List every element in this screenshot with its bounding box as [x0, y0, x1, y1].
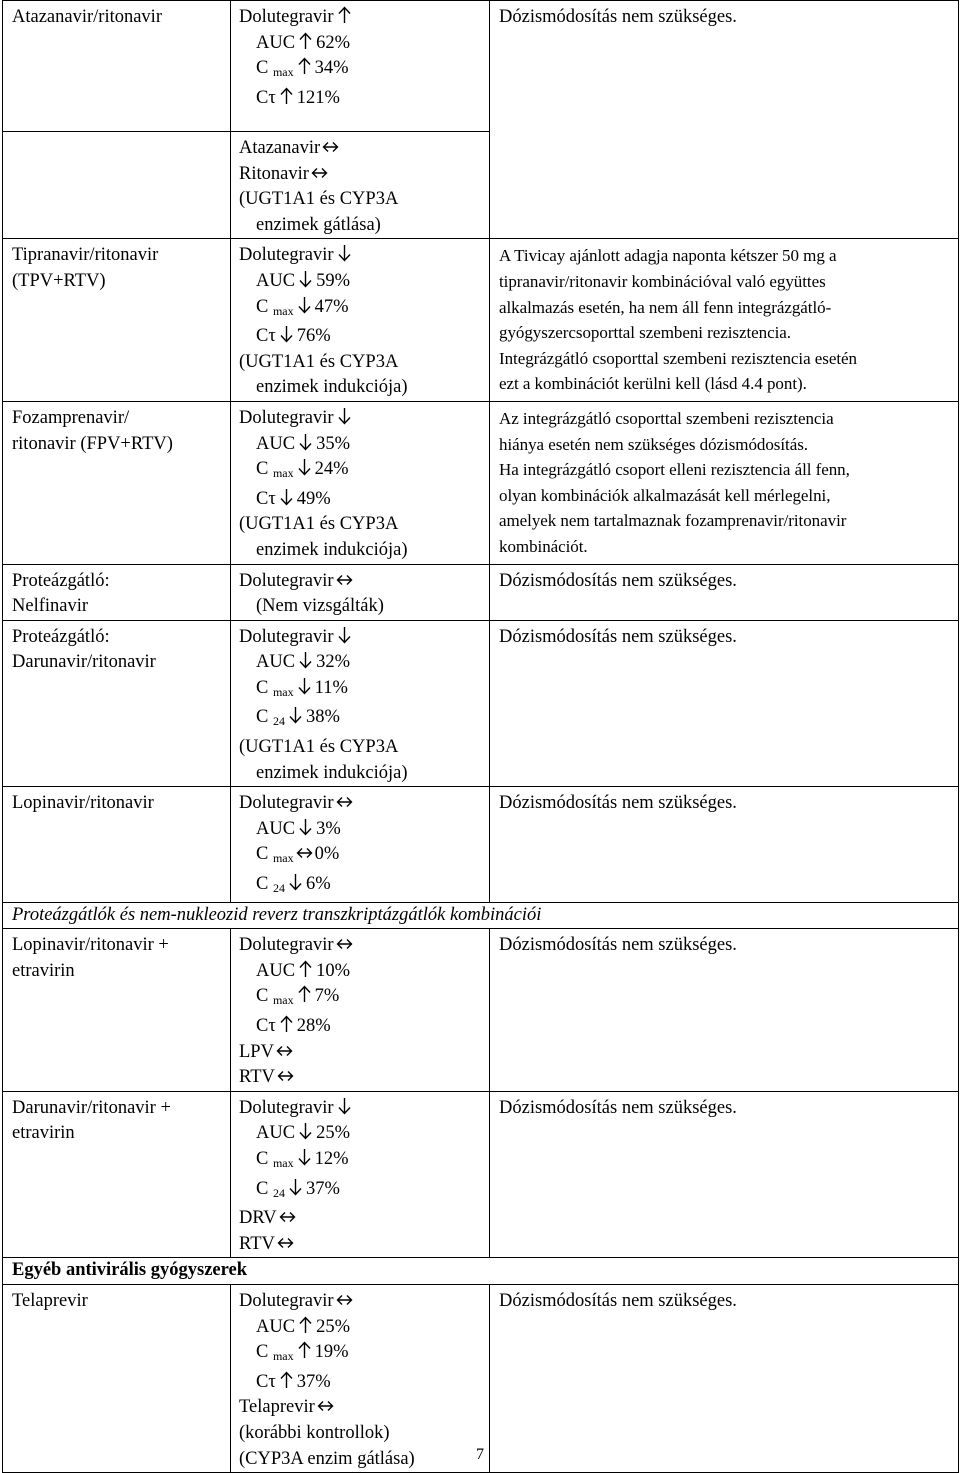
up-arrow-icon [296, 985, 313, 1003]
left-right-arrow-icon [336, 1290, 353, 1308]
down-arrow-icon [296, 677, 313, 695]
down-arrow-icon [297, 433, 314, 451]
table-row: Darunavir/ritonavir + etravirin Dolutegravir AUC 25% C $_{max}$ 12% C $_{24}$ 37% DRV RTV Dózismódosítás nem szükséges. [3, 1091, 959, 1258]
left-right-arrow-icon [277, 1233, 294, 1251]
interaction-table [2, 0, 959, 1473]
up-arrow-icon [296, 1341, 313, 1359]
left-right-arrow-icon [276, 1041, 293, 1059]
up-arrow-icon [297, 1316, 314, 1334]
left-right-arrow-icon [317, 1396, 334, 1414]
recommendation: Dózismódosítás nem szükséges. [499, 570, 737, 591]
down-arrow-icon [336, 626, 353, 644]
table-row: Proteázgátló: Nelfinavir Dolutegravir (Nem vizsgálták) Dózismódosítás nem szükséges. [3, 564, 959, 620]
up-arrow-icon [278, 1015, 295, 1033]
down-arrow-icon [336, 407, 353, 425]
recommendation: Dózismódosítás nem szükséges. [499, 793, 737, 814]
page-number: 7 [476, 1446, 484, 1463]
up-arrow-icon [297, 32, 314, 50]
up-arrow-icon [296, 57, 313, 75]
table-row: Proteázgátló: Darunavir/ritonavir Dolutegravir AUC 32% C $_{max}$ 11% C $_{24}$ 38% (UGT1A1 és CYP3A enzimek indukciója) Dózismódosítás nem szükséges. [3, 620, 959, 787]
recommendation: Az integrázgátló csoporttal szembeni rezisztencia hiánya esetén nem szükséges dózismódosítás. Ha integrázgátló csoport elleni rezisztencia áll fenn, olyan kombinációk alkalmazását kell mérlegelni, amelyek nem tartalmaznak fozamprenavir/ritonavir kombinációt. [499, 408, 850, 556]
drug-name: Atazanavir/ritonavir [12, 7, 162, 27]
down-arrow-icon [297, 270, 314, 288]
table-row: Tipranavir/ritonavir (TPV+RTV) Dolutegravir AUC 59% C $_{max}$ 47% Cτ 76% (UGT1A1 és CYP3A enzimek indukciója) A Tivicay ajánlott adagja naponta kétszer 50 mg a tipranavir/ritonavir kombinációval való együttes alkalmazás esetén, ha nem áll fenn integrázgátló- gyógyszercsoporttal szembeni rezisztencia. Integrázgátló csoporttal szembeni rezisztencia esetén ezt a kombinációt kerülni kell (lásd 4.4 pont). [3, 239, 959, 402]
left-right-arrow-icon [311, 163, 328, 181]
up-arrow-icon [336, 6, 353, 24]
left-right-arrow-icon [277, 1066, 294, 1084]
recommendation: Dózismódosítás nem szükséges. [499, 935, 737, 956]
down-arrow-icon [296, 296, 313, 314]
table-row: Lopinavir/ritonavir Dolutegravir AUC 3% C $_{max}$ 0% C $_{24}$ 6% Dózismódosítás nem szükséges. [3, 787, 959, 902]
down-arrow-icon [287, 706, 304, 724]
down-arrow-icon [297, 818, 314, 836]
table-row: Lopinavir/ritonavir + etravirin Dolutegravir AUC 10% C $_{max}$ 7% Cτ 28% LPV RTV Dózismódosítás nem szükséges. [3, 929, 959, 1092]
down-arrow-icon [336, 1097, 353, 1115]
down-arrow-icon [278, 325, 295, 343]
down-arrow-icon [297, 651, 314, 669]
up-arrow-icon [297, 960, 314, 978]
table-row: Telaprevir Dolutegravir AUC 25% C $_{max}$ 19% Cτ 37% Telaprevir (korábbi kontrollok) (CYP3A enzim gátlása) Dózismódosítás nem szükséges. [3, 1284, 959, 1472]
left-right-arrow-icon [336, 570, 353, 588]
table-row: Atazanavir/ritonavir Dolutegravir AUC 62% C $_{max}$ 34% Cτ 121% Dózismódosítás nem szükséges. [3, 1, 959, 132]
left-right-arrow-icon [296, 843, 313, 861]
down-arrow-icon [336, 244, 353, 262]
up-arrow-icon [278, 1371, 295, 1389]
section-header: Egyéb antivirális gyógyszerek [3, 1258, 959, 1285]
left-right-arrow-icon [336, 792, 353, 810]
down-arrow-icon [296, 458, 313, 476]
recommendation: Dózismódosítás nem szükséges. [499, 1097, 737, 1118]
recommendation: A Tivicay ajánlott adagja naponta kétszer 50 mg a tipranavir/ritonavir kombinációval való együttes alkalmazás esetén, ha nem áll fenn integrázgátló- gyógyszercsoporttal szembeni rezisztencia. Integrázgátló csoporttal szembeni rezisztencia esetén ezt a kombinációt kerülni kell (lásd 4.4 pont). [499, 246, 857, 394]
up-arrow-icon [278, 87, 295, 105]
down-arrow-icon [287, 1178, 304, 1196]
recommendation: Dózismódosítás nem szükséges. [499, 7, 737, 27]
down-arrow-icon [278, 488, 295, 506]
section-header: Proteázgátlók és nem-nukleozid reverz transzkriptázgátlók kombinációi [3, 902, 959, 929]
down-arrow-icon [296, 1148, 313, 1166]
recommendation: Dózismódosítás nem szükséges. [499, 1290, 737, 1311]
left-right-arrow-icon [279, 1207, 296, 1225]
table-row: Atazanavir Ritonavir (UGT1A1 és CYP3A enzimek gátlása) [3, 132, 959, 239]
down-arrow-icon [287, 873, 304, 891]
left-right-arrow-icon [322, 137, 339, 155]
left-right-arrow-icon [336, 934, 353, 952]
down-arrow-icon [297, 1122, 314, 1140]
recommendation: Dózismódosítás nem szükséges. [499, 626, 737, 647]
table-row: Fozamprenavir/ ritonavir (FPV+RTV) Dolutegravir AUC 35% C $_{max}$ 24% Cτ 49% (UGT1A1 és CYP3A enzimek indukciója) Az integrázgátló csoporttal szembeni rezisztencia hiánya esetén nem szükséges dózismódosítás. Ha integrázgátló csoport elleni rezisztencia áll fenn, olyan kombinációk alkalmazását kell mérlegelni, amelyek nem tartalmaznak fozamprenavir/ritonavir kombinációt. [3, 401, 959, 564]
